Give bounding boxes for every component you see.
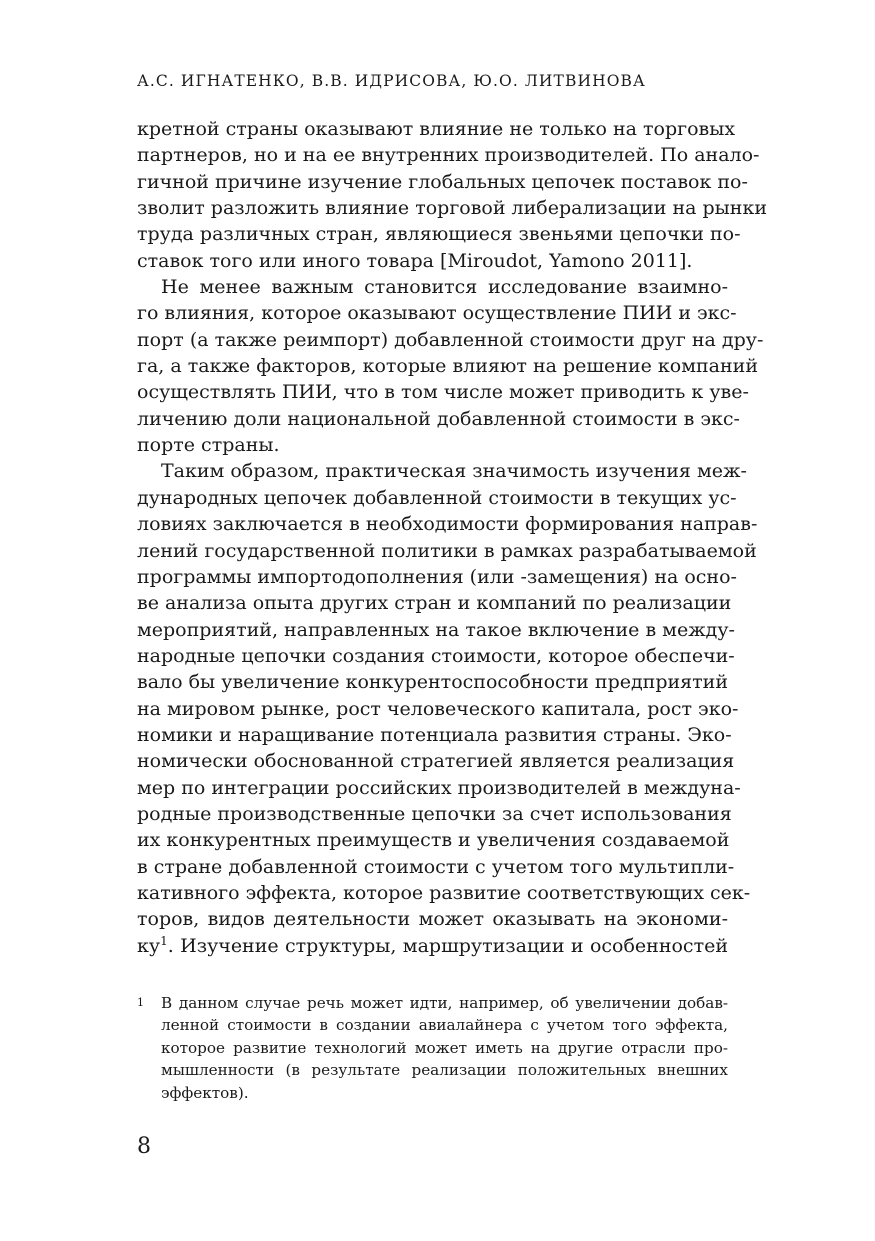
text-fragment: . Изучение структуры, маршрутизации и особенностей <box>167 934 728 957</box>
text-line: вало бы увеличение конкурентоспособности предприятий <box>137 671 728 694</box>
text-line: народные цепочки создания стоимости, которое обеспечи- <box>137 644 735 667</box>
text-line: кретной страны оказывают влияние не только на торговых <box>137 118 736 140</box>
text-line: ве анализа опыта других стран и компаний по реализации <box>137 592 732 615</box>
text-line: номики и наращивание потенциала развития страны. Эко- <box>137 723 732 746</box>
text-line-final <box>137 933 728 959</box>
text-line: дународных цепочек добавленной стоимости в текущих ус- <box>137 486 737 509</box>
text-line: ловиях заключается в необходимости формирования направ- <box>137 513 758 536</box>
text-line: Не менее важным становится исследование взаимно- <box>161 276 728 299</box>
running-head: А.С. ИГНАТЕНКО, В.В. ИДРИСОВА, Ю.О. ЛИТВИНОВА <box>137 72 646 90</box>
text-line: их конкурентных преимуществ и увеличения создаваемой <box>137 829 730 852</box>
footnote-reference[interactable]: 1 <box>160 933 168 948</box>
text-line: родные производственные цепочки за счет использования <box>137 802 732 825</box>
text-line: партнеров, но и на ее внутренних производителей. По анало- <box>137 144 760 167</box>
text-line: ставок того или иного товара [Miroudot, Yamono 2011]. <box>137 249 693 272</box>
text-line: лений государственной политики в рамках разрабатываемой <box>137 539 757 562</box>
text-line: порт (а также реимпорт) добавленной стоимости друг на дру- <box>137 328 764 351</box>
text-line: Таким образом, практическая значимость изучения меж- <box>161 460 747 483</box>
text-line: мер по интеграции российских производителей в междуна- <box>137 776 741 799</box>
text-line: кативного эффекта, которое развитие соответствующих сек- <box>137 881 751 904</box>
footnote-text <box>161 992 728 1104</box>
footnote-line: эффектов). <box>161 1083 249 1102</box>
text-line: гичной причине изучение глобальных цепочек поставок по- <box>137 170 748 193</box>
page-number: 8 <box>137 1134 151 1159</box>
body-text <box>137 116 767 959</box>
text-line: торов, видов деятельности может оказывать на экономи- <box>137 908 728 931</box>
text-line: га, а также факторов, которые влияют на решение компаний <box>137 355 758 378</box>
text-line: личению доли национальной добавленной стоимости в экс- <box>137 407 740 430</box>
footnote-line: ленной стоимости в создании авиалайнера с учетом того эффекта, <box>161 1016 728 1035</box>
text-line: мероприятий, направленных на такое включение в между- <box>137 618 735 641</box>
text-line: зволит разложить влияние торговой либерализации на рынки <box>137 197 767 220</box>
text-line: программы импортодополнения (или -замещения) на осно- <box>137 565 737 588</box>
footnote-line: В данном случае речь может идти, например, об увеличении добав- <box>161 994 728 1012</box>
text-line: номически обоснованной стратегией является реализация <box>137 750 735 773</box>
text-line: труда различных стран, являющиеся звеньями цепочки по- <box>137 223 741 246</box>
footnote-line: мышленности (в результате реализации положительных внешних <box>161 1061 728 1080</box>
text-line: осуществлять ПИИ, что в том числе может приводить к уве- <box>137 381 749 404</box>
footnote <box>137 992 728 1104</box>
footnote-marker: 1 <box>137 996 144 1009</box>
text-line: го влияния, которое оказывают осуществление ПИИ и экс- <box>137 302 737 325</box>
text-line: порте страны. <box>137 434 280 457</box>
text-fragment: ку <box>137 934 161 957</box>
text-line: на мировом рынке, рост человеческого капитала, рост эко- <box>137 697 739 720</box>
footnote-line: которое развитие технологий может иметь на другие отрасли про- <box>161 1038 728 1057</box>
text-line: в стране добавленной стоимости с учетом того мультипли- <box>137 855 735 878</box>
